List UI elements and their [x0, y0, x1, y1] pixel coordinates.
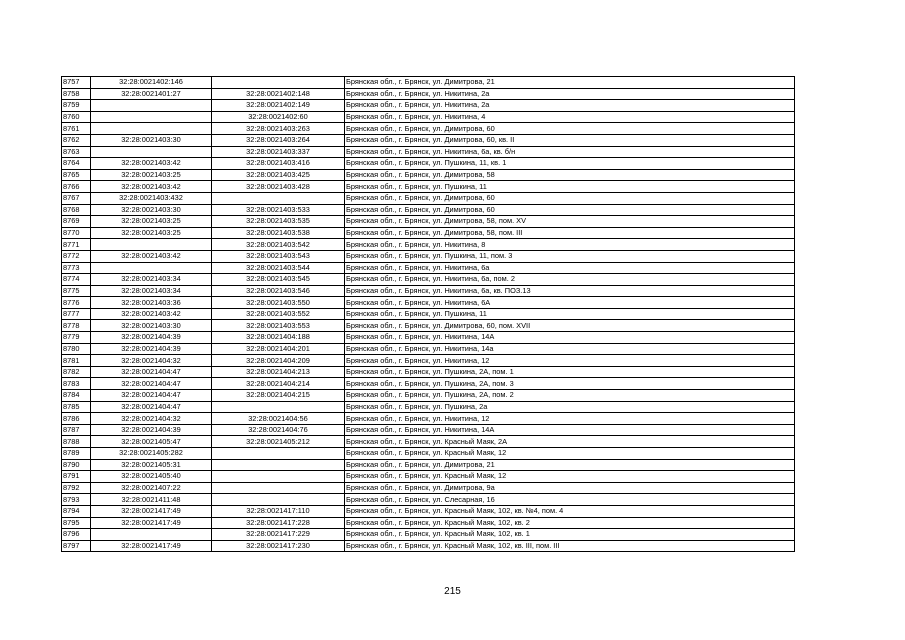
- parcel-number-cell: 32:28:0021405:282: [91, 448, 212, 460]
- row-number-cell: 8771: [62, 239, 91, 251]
- address-cell: Брянская обл., г. Брянск, ул. Димитрова, 58: [345, 169, 795, 181]
- table-row: [62, 448, 795, 460]
- parcel-number-cell: 32:28:0021403:42: [91, 158, 212, 170]
- parcel-number-cell: [91, 529, 212, 541]
- parcel-number-cell: 32:28:0021403:42: [91, 308, 212, 320]
- row-number-cell: 8763: [62, 146, 91, 158]
- object-number-cell: 32:28:0021403:542: [212, 239, 345, 251]
- row-number-cell: 8766: [62, 181, 91, 193]
- page-number: 215: [444, 586, 461, 597]
- object-number-cell: 32:28:0021404:201: [212, 343, 345, 355]
- parcel-number-cell: 32:28:0021407:22: [91, 482, 212, 494]
- parcel-number-cell: 32:28:0021403:34: [91, 274, 212, 286]
- object-number-cell: [212, 482, 345, 494]
- parcel-number-cell: 32:28:0021405:47: [91, 436, 212, 448]
- row-number-cell: 8760: [62, 111, 91, 123]
- table-row: [62, 459, 795, 471]
- object-number-cell: 32:28:0021417:110: [212, 505, 345, 517]
- parcel-number-cell: 32:28:0021404:47: [91, 390, 212, 402]
- row-number-cell: 8782: [62, 366, 91, 378]
- object-number-cell: [212, 77, 345, 89]
- object-number-cell: 32:28:0021403:337: [212, 146, 345, 158]
- cadastral-table: [61, 76, 795, 552]
- row-number-cell: 8794: [62, 505, 91, 517]
- table-row: [62, 517, 795, 529]
- address-cell: Брянская обл., г. Брянск, ул. Никитина, 6а: [345, 262, 795, 274]
- object-number-cell: 32:28:0021402:149: [212, 100, 345, 112]
- address-cell: Брянская обл., г. Брянск, ул. Димитрова, 58, пом. III: [345, 227, 795, 239]
- row-number-cell: 8779: [62, 332, 91, 344]
- table-row: [62, 216, 795, 228]
- object-number-cell: 32:28:0021417:228: [212, 517, 345, 529]
- object-number-cell: 32:28:0021403:546: [212, 285, 345, 297]
- row-number-cell: 8769: [62, 216, 91, 228]
- table-row: [62, 308, 795, 320]
- parcel-number-cell: 32:28:0021402:146: [91, 77, 212, 89]
- row-number-cell: 8781: [62, 355, 91, 367]
- table-row: [62, 88, 795, 100]
- address-cell: Брянская обл., г. Брянск, ул. Никитина, 6а, кв. б/н: [345, 146, 795, 158]
- address-cell: Брянская обл., г. Брянск, ул. Никитина, 6а, пом. 2: [345, 274, 795, 286]
- address-cell: Брянская обл., г. Брянск, ул. Димитрова, 21: [345, 459, 795, 471]
- table-row: [62, 366, 795, 378]
- row-number-cell: 8783: [62, 378, 91, 390]
- table-row: [62, 436, 795, 448]
- address-cell: Брянская обл., г. Брянск, ул. Красный Маяк, 2А: [345, 436, 795, 448]
- address-cell: Брянская обл., г. Брянск, ул. Никитина, 12: [345, 355, 795, 367]
- row-number-cell: 8788: [62, 436, 91, 448]
- table-row: [62, 146, 795, 158]
- address-cell: Брянская обл., г. Брянск, ул. Никитина, 6а, кв. ПОЗ.13: [345, 285, 795, 297]
- object-number-cell: 32:28:0021405:212: [212, 436, 345, 448]
- object-number-cell: 32:28:0021404:188: [212, 332, 345, 344]
- row-number-cell: 8789: [62, 448, 91, 460]
- parcel-number-cell: 32:28:0021403:30: [91, 204, 212, 216]
- row-number-cell: 8797: [62, 540, 91, 552]
- parcel-number-cell: 32:28:0021404:39: [91, 343, 212, 355]
- object-number-cell: 32:28:0021404:209: [212, 355, 345, 367]
- table-row: [62, 343, 795, 355]
- table-row: [62, 413, 795, 425]
- parcel-number-cell: [91, 262, 212, 274]
- object-number-cell: 32:28:0021417:229: [212, 529, 345, 541]
- parcel-number-cell: 32:28:0021405:31: [91, 459, 212, 471]
- parcel-number-cell: 32:28:0021403:36: [91, 297, 212, 309]
- row-number-cell: 8758: [62, 88, 91, 100]
- row-number-cell: 8775: [62, 285, 91, 297]
- object-number-cell: 32:28:0021403:543: [212, 250, 345, 262]
- object-number-cell: 32:28:0021404:215: [212, 390, 345, 402]
- object-number-cell: 32:28:0021403:538: [212, 227, 345, 239]
- object-number-cell: [212, 192, 345, 204]
- address-cell: Брянская обл., г. Брянск, ул. Никитина, 6А: [345, 297, 795, 309]
- parcel-number-cell: 32:28:0021403:432: [91, 192, 212, 204]
- object-number-cell: 32:28:0021404:214: [212, 378, 345, 390]
- row-number-cell: 8786: [62, 413, 91, 425]
- parcel-number-cell: [91, 239, 212, 251]
- object-number-cell: 32:28:0021403:550: [212, 297, 345, 309]
- object-number-cell: 32:28:0021417:230: [212, 540, 345, 552]
- parcel-number-cell: 32:28:0021417:49: [91, 505, 212, 517]
- row-number-cell: 8759: [62, 100, 91, 112]
- table-row: [62, 424, 795, 436]
- address-cell: Брянская обл., г. Брянск, ул. Никитина, 14А: [345, 424, 795, 436]
- object-number-cell: 32:28:0021403:553: [212, 320, 345, 332]
- parcel-number-cell: 32:28:0021404:32: [91, 355, 212, 367]
- table-row: [62, 529, 795, 541]
- object-number-cell: [212, 471, 345, 483]
- address-cell: Брянская обл., г. Брянск, ул. Пушкина, 2А, пом. 1: [345, 366, 795, 378]
- object-number-cell: 32:28:0021403:416: [212, 158, 345, 170]
- object-number-cell: 32:28:0021403:263: [212, 123, 345, 135]
- table-row: [62, 494, 795, 506]
- row-number-cell: 8787: [62, 424, 91, 436]
- table-row: [62, 111, 795, 123]
- object-number-cell: [212, 459, 345, 471]
- table-row: [62, 285, 795, 297]
- row-number-cell: 8776: [62, 297, 91, 309]
- parcel-number-cell: 32:28:0021404:47: [91, 378, 212, 390]
- address-cell: Брянская обл., г. Брянск, ул. Никитина, 14А: [345, 332, 795, 344]
- parcel-number-cell: 32:28:0021411:48: [91, 494, 212, 506]
- object-number-cell: 32:28:0021402:148: [212, 88, 345, 100]
- address-cell: Брянская обл., г. Брянск, ул. Пушкина, 11, кв. 1: [345, 158, 795, 170]
- table-row: [62, 192, 795, 204]
- address-cell: Брянская обл., г. Брянск, ул. Красный Маяк, 12: [345, 448, 795, 460]
- table-row: [62, 378, 795, 390]
- parcel-number-cell: 32:28:0021404:47: [91, 366, 212, 378]
- row-number-cell: 8795: [62, 517, 91, 529]
- parcel-number-cell: 32:28:0021403:30: [91, 134, 212, 146]
- row-number-cell: 8793: [62, 494, 91, 506]
- parcel-number-cell: 32:28:0021403:25: [91, 216, 212, 228]
- address-cell: Брянская обл., г. Брянск, ул. Димитрова, 21: [345, 77, 795, 89]
- row-number-cell: 8761: [62, 123, 91, 135]
- row-number-cell: 8774: [62, 274, 91, 286]
- table-row: [62, 123, 795, 135]
- address-cell: Брянская обл., г. Брянск, ул. Пушкина, 2А, пом. 3: [345, 378, 795, 390]
- table-row: [62, 262, 795, 274]
- parcel-number-cell: 32:28:0021403:42: [91, 250, 212, 262]
- parcel-number-cell: 32:28:0021404:39: [91, 332, 212, 344]
- parcel-number-cell: 32:28:0021403:25: [91, 169, 212, 181]
- table-row: [62, 482, 795, 494]
- table-row: [62, 204, 795, 216]
- address-cell: Брянская обл., г. Брянск, ул. Красный Маяк, 102, кв. 2: [345, 517, 795, 529]
- parcel-number-cell: 32:28:0021405:40: [91, 471, 212, 483]
- address-cell: Брянская обл., г. Брянск, ул. Красный Маяк, 102, кв. III, пом. III: [345, 540, 795, 552]
- object-number-cell: 32:28:0021403:533: [212, 204, 345, 216]
- address-cell: Брянская обл., г. Брянск, ул. Никитина, 12: [345, 413, 795, 425]
- row-number-cell: 8778: [62, 320, 91, 332]
- address-cell: Брянская обл., г. Брянск, ул. Димитрова, 60: [345, 204, 795, 216]
- address-cell: Брянская обл., г. Брянск, ул. Никитина, 4: [345, 111, 795, 123]
- address-cell: Брянская обл., г. Брянск, ул. Красный Маяк, 102, кв. 1: [345, 529, 795, 541]
- table-row: [62, 320, 795, 332]
- address-cell: Брянская обл., г. Брянск, ул. Никитина, 2а: [345, 88, 795, 100]
- address-cell: Брянская обл., г. Брянск, ул. Димитрова, 60: [345, 192, 795, 204]
- address-cell: Брянская обл., г. Брянск, ул. Димитрова, 60, кв. II: [345, 134, 795, 146]
- address-cell: Брянская обл., г. Брянск, ул. Пушкина, 11: [345, 181, 795, 193]
- address-cell: Брянская обл., г. Брянск, ул. Димитрова, 9а: [345, 482, 795, 494]
- parcel-number-cell: 32:28:0021404:39: [91, 424, 212, 436]
- table-row: [62, 100, 795, 112]
- parcel-number-cell: 32:28:0021404:32: [91, 413, 212, 425]
- row-number-cell: 8772: [62, 250, 91, 262]
- object-number-cell: 32:28:0021404:76: [212, 424, 345, 436]
- object-number-cell: 32:28:0021403:544: [212, 262, 345, 274]
- row-number-cell: 8765: [62, 169, 91, 181]
- row-number-cell: 8784: [62, 390, 91, 402]
- row-number-cell: 8792: [62, 482, 91, 494]
- table-row: [62, 158, 795, 170]
- row-number-cell: 8796: [62, 529, 91, 541]
- address-cell: Брянская обл., г. Брянск, ул. Никитина, 8: [345, 239, 795, 251]
- object-number-cell: 32:28:0021403:535: [212, 216, 345, 228]
- object-number-cell: 32:28:0021403:425: [212, 169, 345, 181]
- address-cell: Брянская обл., г. Брянск, ул. Красный Маяк, 12: [345, 471, 795, 483]
- row-number-cell: 8777: [62, 308, 91, 320]
- object-number-cell: [212, 401, 345, 413]
- table-row: [62, 181, 795, 193]
- row-number-cell: 8768: [62, 204, 91, 216]
- table-row: [62, 227, 795, 239]
- address-cell: Брянская обл., г. Брянск, ул. Димитрова, 60: [345, 123, 795, 135]
- table-body: [62, 77, 795, 552]
- address-cell: Брянская обл., г. Брянск, ул. Никитина, 14а: [345, 343, 795, 355]
- row-number-cell: 8790: [62, 459, 91, 471]
- address-cell: Брянская обл., г. Брянск, ул. Никитина, 2а: [345, 100, 795, 112]
- address-cell: Брянская обл., г. Брянск, ул. Красный Маяк, 102, кв. №4, пом. 4: [345, 505, 795, 517]
- address-cell: Брянская обл., г. Брянск, ул. Димитрова, 58, пом. XV: [345, 216, 795, 228]
- object-number-cell: 32:28:0021403:264: [212, 134, 345, 146]
- parcel-number-cell: 32:28:0021403:30: [91, 320, 212, 332]
- parcel-number-cell: 32:28:0021404:47: [91, 401, 212, 413]
- table-row: [62, 250, 795, 262]
- object-number-cell: [212, 448, 345, 460]
- table-row: [62, 169, 795, 181]
- row-number-cell: 8762: [62, 134, 91, 146]
- address-cell: Брянская обл., г. Брянск, ул. Пушкина, 11, пом. 3: [345, 250, 795, 262]
- row-number-cell: 8757: [62, 77, 91, 89]
- object-number-cell: 32:28:0021403:552: [212, 308, 345, 320]
- parcel-number-cell: 32:28:0021403:25: [91, 227, 212, 239]
- parcel-number-cell: [91, 146, 212, 158]
- table-row: [62, 297, 795, 309]
- table-row: [62, 505, 795, 517]
- object-number-cell: 32:28:0021404:56: [212, 413, 345, 425]
- row-number-cell: 8773: [62, 262, 91, 274]
- parcel-number-cell: 32:28:0021417:49: [91, 540, 212, 552]
- row-number-cell: 8791: [62, 471, 91, 483]
- row-number-cell: 8770: [62, 227, 91, 239]
- parcel-number-cell: 32:28:0021403:42: [91, 181, 212, 193]
- table-row: [62, 239, 795, 251]
- row-number-cell: 8785: [62, 401, 91, 413]
- table-row: [62, 77, 795, 89]
- object-number-cell: [212, 494, 345, 506]
- table-row: [62, 355, 795, 367]
- address-cell: Брянская обл., г. Брянск, ул. Димитрова, 60, пом. XVII: [345, 320, 795, 332]
- object-number-cell: 32:28:0021402:60: [212, 111, 345, 123]
- parcel-number-cell: [91, 100, 212, 112]
- table-row: [62, 540, 795, 552]
- table-row: [62, 274, 795, 286]
- parcel-number-cell: [91, 123, 212, 135]
- address-cell: Брянская обл., г. Брянск, ул. Слесарная, 16: [345, 494, 795, 506]
- table-row: [62, 134, 795, 146]
- table-row: [62, 390, 795, 402]
- object-number-cell: 32:28:0021403:428: [212, 181, 345, 193]
- address-cell: Брянская обл., г. Брянск, ул. Пушкина, 11: [345, 308, 795, 320]
- parcel-number-cell: 32:28:0021401:27: [91, 88, 212, 100]
- table-row: [62, 332, 795, 344]
- parcel-number-cell: 32:28:0021417:49: [91, 517, 212, 529]
- object-number-cell: 32:28:0021404:213: [212, 366, 345, 378]
- address-cell: Брянская обл., г. Брянск, ул. Пушкина, 2А, пом. 2: [345, 390, 795, 402]
- address-cell: Брянская обл., г. Брянск, ул. Пушкина, 2а: [345, 401, 795, 413]
- row-number-cell: 8780: [62, 343, 91, 355]
- table-row: [62, 401, 795, 413]
- row-number-cell: 8767: [62, 192, 91, 204]
- row-number-cell: 8764: [62, 158, 91, 170]
- parcel-number-cell: 32:28:0021403:34: [91, 285, 212, 297]
- parcel-number-cell: [91, 111, 212, 123]
- table-row: [62, 471, 795, 483]
- object-number-cell: 32:28:0021403:545: [212, 274, 345, 286]
